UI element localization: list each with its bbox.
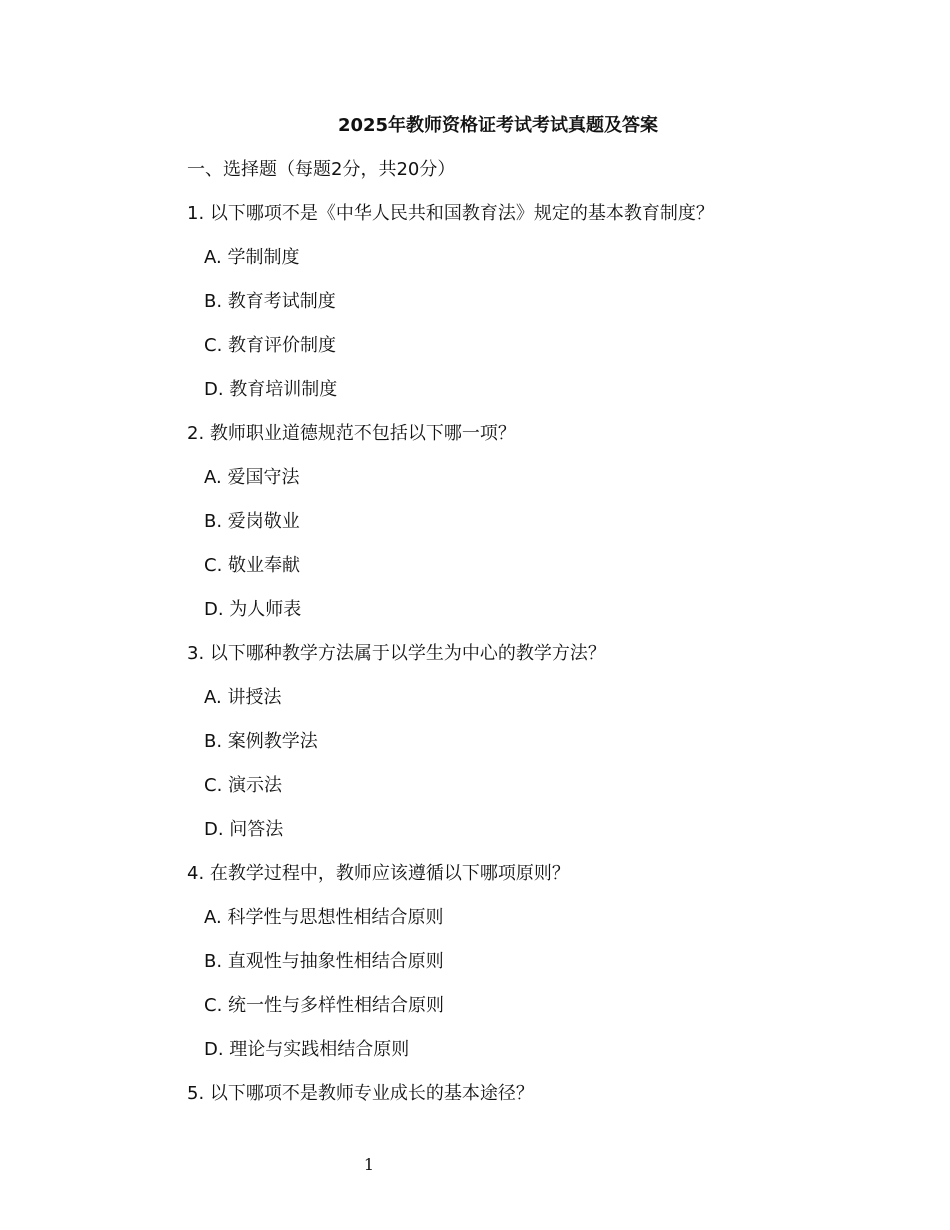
question-1-option-b: B. 教育考试制度 [204,291,336,312]
question-3-option-c: C. 演示法 [204,775,283,796]
question-5-text: 5. 以下哪项不是教师专业成长的基本途径？ [187,1083,534,1104]
document-title: 2025年教师资格证考试考试真题及答案 [337,115,659,136]
page-number: 1 [363,1155,375,1174]
question-3-text: 3. 以下哪种教学方法属于以学生为中心的教学方法？ [187,643,606,664]
question-2-option-b: B. 爱岗敬业 [204,511,300,532]
question-3-option-d: D. 问答法 [204,819,284,840]
question-4-text: 4. 在教学过程中，教师应该遵循以下哪项原则？ [187,863,570,884]
question-2-text: 2. 教师职业道德规范不包括以下哪一项？ [187,423,516,444]
section-heading: 一、选择题（每题2分，共20分） [187,159,456,180]
question-3-option-a: A. 讲授法 [204,687,282,708]
question-4-option-c: C. 统一性与多样性相结合原则 [204,995,445,1016]
question-4-option-a: A. 科学性与思想性相结合原则 [204,907,444,928]
question-1-text: 1. 以下哪项不是《中华人民共和国教育法》规定的基本教育制度？ [187,203,714,224]
question-2-option-d: D. 为人师表 [204,599,302,620]
question-2-option-a: A. 爱国守法 [204,467,300,488]
question-3-option-b: B. 案例教学法 [204,731,318,752]
question-4-option-d: D. 理论与实践相结合原则 [204,1039,410,1060]
question-4-option-b: B. 直观性与抽象性相结合原则 [204,951,444,972]
question-1-option-c: C. 教育评价制度 [204,335,337,356]
question-1-option-d: D. 教育培训制度 [204,379,338,400]
question-1-option-a: A. 学制制度 [204,247,300,268]
question-2-option-c: C. 敬业奉献 [204,555,301,576]
